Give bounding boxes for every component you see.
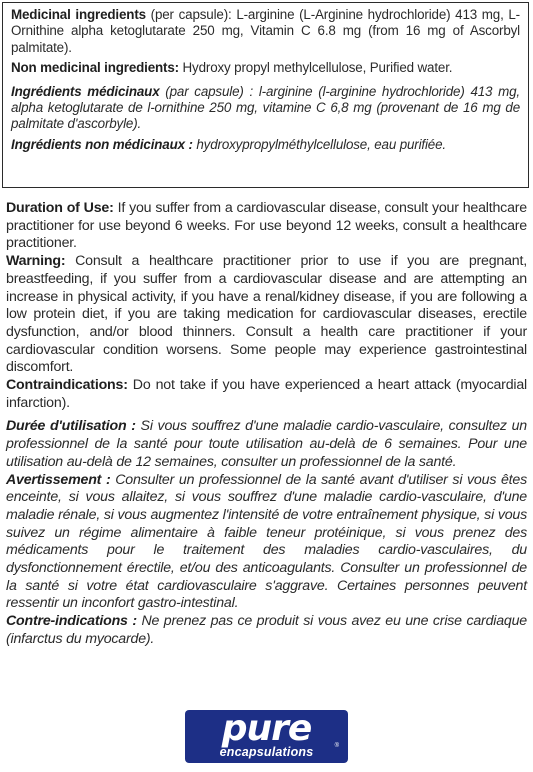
fr-contraindications [6, 613, 527, 648]
fr-medicinal-label: Ingrédients médicinaux [11, 83, 160, 99]
fr-warning [6, 472, 527, 614]
logo-subtitle: encapsulations [219, 745, 314, 759]
fr-contra-text: Ne prenez pas ce produit si vous avez eu une crise cardiaque (infarctus du myocarde). [6, 613, 527, 647]
logo-brand: pure [221, 708, 312, 749]
en-medicinal-ingredients [11, 7, 520, 56]
fr-nonmedicinal-ingredients [11, 137, 520, 153]
registered-mark: ® [334, 743, 339, 749]
fr-medicinal-ingredients [11, 84, 520, 133]
fr-nonmedicinal-text: hydroxypropylméthylcellulose, eau purifiée. [192, 136, 446, 152]
en-duration-of-use [6, 200, 527, 253]
pure-encapsulations-logo [185, 710, 348, 763]
en-warning-text: Consult a healthcare practitioner prior to use if you are pregnant, breastfeeding, if you suffer from a cardiovascular disease and are attempting an increase in physical activity, if you have a renal/kidney disease, if you are following a low protein diet, if you are taking medication for cardiovascular diseases, erectile dysfunction, and/or blood thinners. Consult a health care practitioner if your cardiovascular condition worsens. Some people may experience gastrointestinal discomfort. [6, 253, 527, 376]
en-contra-label: Contraindications: [6, 377, 128, 394]
en-duration-text: If you suffer from a cardiovascular disease, consult your healthcare practitioner for use beyond 6 weeks. For use beyond 12 weeks, consult a healthcare practitioner. [6, 200, 527, 252]
fr-duration-of-use [6, 418, 527, 471]
en-medicinal-text: (per capsule): L-arginine (L-Arginine hydrochloride) 413 mg, L-Ornithine alpha ketoglutarate 250 mg, Vitamin C 6.8 mg (from 16 mg of Ascorbyl palmitate). [11, 7, 520, 55]
en-medicinal-label: Medicinal ingredients [11, 7, 146, 22]
en-duration-label: Duration of Use: [6, 200, 114, 216]
en-nonmedicinal-text: Hydroxy propyl methylcellulose, Purified water. [178, 60, 453, 76]
fr-duration-text: Si vous souffrez d'une maladie cardio-vasculaire, consultez un professionnel de la santé pour toute utilisation au-delà de 6 semaines. Pour une utilisation au-delà de 12 semaines, consulter un professionnel de la santé. [6, 418, 527, 470]
ingredients-box [2, 2, 529, 188]
fr-contra-label: Contre-indications : [6, 613, 137, 630]
label-body [6, 200, 527, 649]
en-warning-label: Warning: [6, 253, 66, 270]
en-contra-text: Do not take if you have experienced a heart attack (myocardial infarction). [6, 377, 527, 411]
en-nonmedicinal-label: Non medicinal ingredients: [11, 60, 179, 76]
fr-duration-label: Durée d'utilisation : [6, 418, 136, 435]
en-contraindications [6, 377, 527, 412]
fr-medicinal-text: (par capsule) : l-arginine (l-arginine hydrochloride) 413 mg, alpha ketoglutarate de l-ornithine 250 mg, vitamine C 6,8 mg (provenant de 16 mg de palmitate d'ascorbyle). [11, 83, 520, 132]
fr-warning-text: Consulter un professionnel de la santé avant d'utiliser si vous êtes enceinte, si vous allaitez, si vous souffrez d'une maladie cardio-vasculaire, d'une maladie rénale, si vous augmentez l'intensité de votre entraînement physique, si vous suivez un régime alimentaire à faible teneur protéinique, si vous prenez des médicaments pour le traitement des maladies cardio-vasculaires, du dysfonctionnement érectile, et/ou des anticoagulants. Consulter un professionnel de la santé si votre état cardiovasculaire s'aggrave. Certaines personnes peuvent ressentir un inconfort gastro-intestinal. [6, 471, 527, 612]
en-warning [6, 253, 527, 377]
fr-warning-label: Avertissement : [6, 471, 111, 488]
en-nonmedicinal-ingredients [11, 60, 520, 76]
fr-nonmedicinal-label: Ingrédients non médicinaux : [11, 136, 193, 152]
